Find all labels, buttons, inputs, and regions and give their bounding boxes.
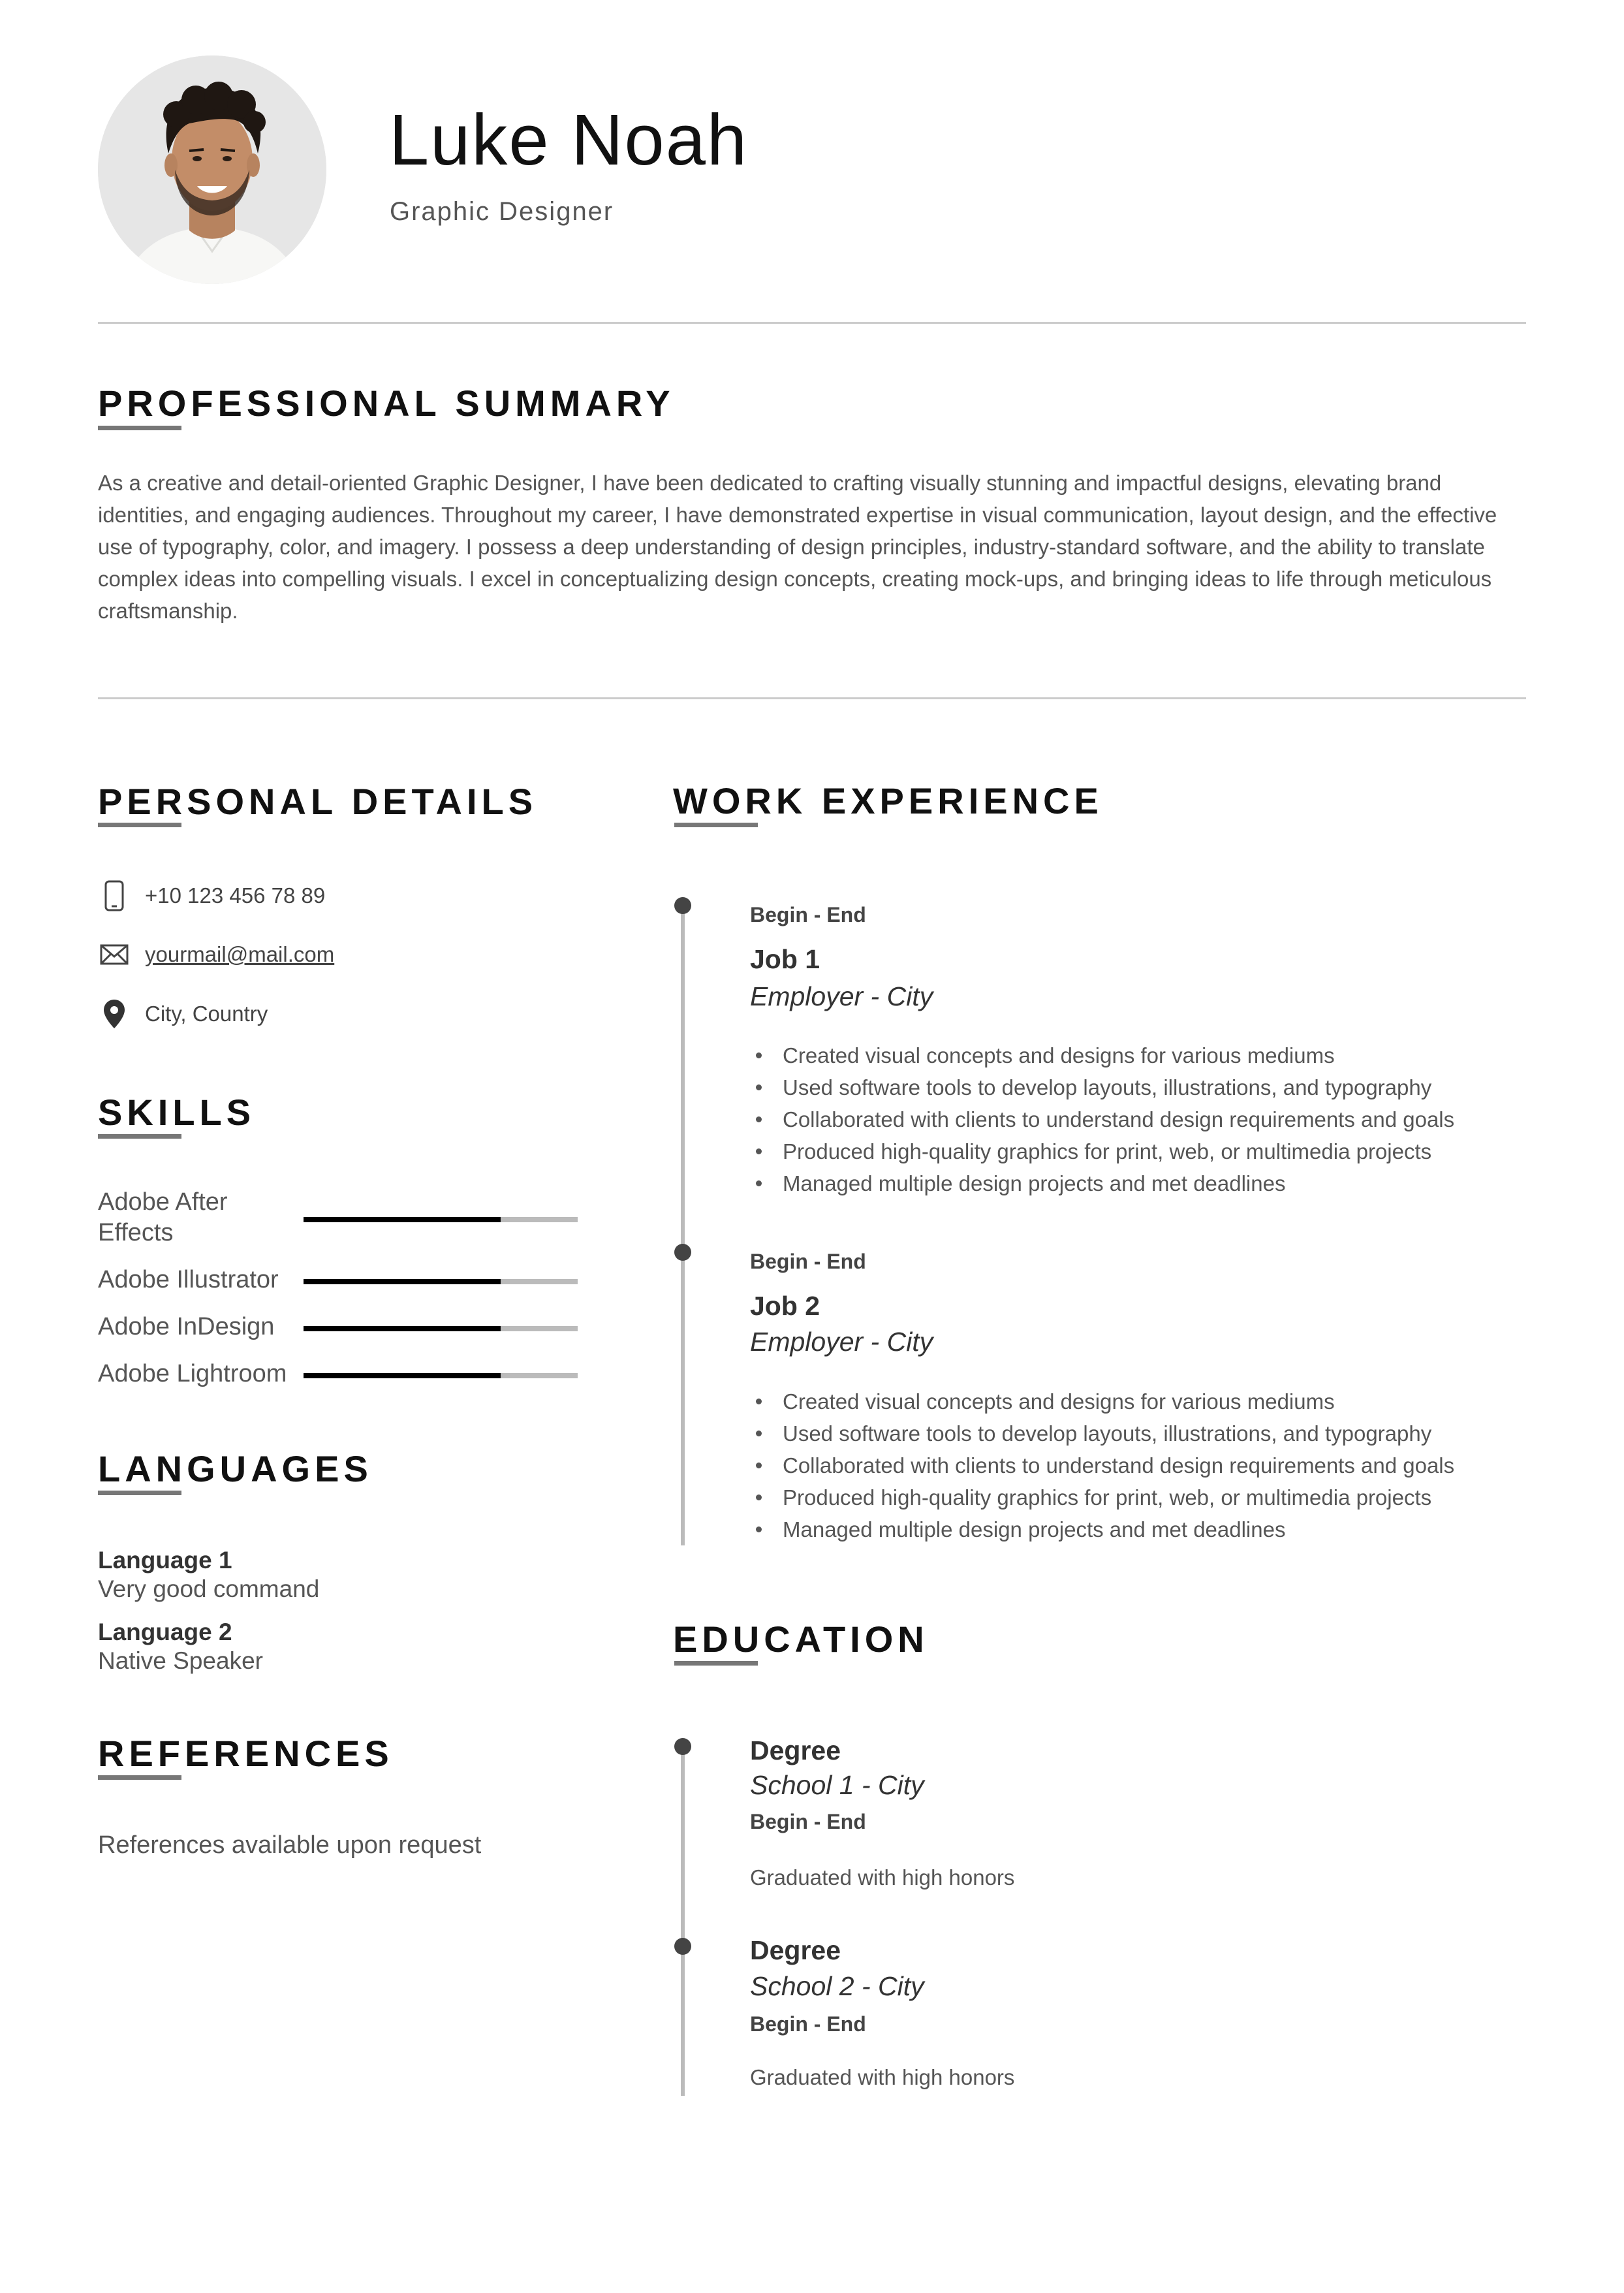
email-row (98, 938, 334, 971)
skill-bar-fill (304, 1373, 501, 1378)
list-item: Managed multiple design projects and met deadlines (750, 1513, 1527, 1545)
skill-bar-fill (304, 1326, 501, 1331)
skill-bar (304, 1326, 578, 1331)
skill-name: Adobe Lightroom (98, 1360, 287, 1387)
skill-name: Adobe Illustrator (98, 1266, 279, 1293)
job-employer: Employer - City (750, 1327, 933, 1357)
email-link[interactable]: yourmail@mail.com (145, 942, 335, 966)
list-item: Collaborated with clients to understand design requirements and goals (750, 1103, 1527, 1135)
references-text: References available upon request (98, 1831, 482, 1859)
languages-heading: LANGUAGES (98, 1448, 373, 1489)
phone-row (98, 879, 325, 912)
skill-name: Adobe InDesign (98, 1313, 275, 1340)
language-name: Language 1 (98, 1547, 232, 1573)
school-name: School 1 - City (750, 1770, 924, 1800)
references-heading: REFERENCES (98, 1733, 394, 1774)
job-title: Job 2 (750, 1291, 820, 1321)
degree-title: Degree (750, 1735, 841, 1765)
timeline-dot (674, 1244, 691, 1261)
skill-name: Adobe After Effects (98, 1188, 228, 1246)
education-dates: Begin - End (750, 1810, 866, 1833)
list-item: Managed multiple design projects and met deadlines (750, 1167, 1527, 1199)
summary-heading: PROFESSIONAL SUMMARY (98, 383, 675, 424)
list-item: Produced high-quality graphics for print, web, or multimedia projects (750, 1481, 1527, 1513)
skill-bar-fill (304, 1279, 501, 1284)
timeline-dot (674, 1938, 691, 1955)
location-pin-icon (98, 998, 131, 1030)
heading-underline (98, 1491, 181, 1495)
candidate-title: Graphic Designer (390, 197, 614, 226)
heading-underline (98, 426, 181, 430)
phone-number: +10 123 456 78 89 (145, 883, 326, 908)
phone-icon (98, 879, 131, 912)
heading-underline (98, 823, 181, 827)
job-responsibilities (750, 1039, 1527, 1199)
heading-underline (674, 823, 758, 827)
education-description: Graduated with high honors (750, 1865, 1015, 1890)
profile-photo (98, 55, 326, 284)
envelope-icon (98, 938, 131, 971)
list-item: Created visual concepts and designs for various mediums (750, 1039, 1527, 1071)
school-name: School 2 - City (750, 1971, 924, 2001)
language-level: Very good command (98, 1575, 320, 1602)
skill-bar-fill (304, 1217, 501, 1222)
divider (98, 322, 1526, 324)
job-employer: Employer - City (750, 981, 933, 1011)
job-responsibilities (750, 1385, 1527, 1545)
education-dates: Begin - End (750, 2012, 866, 2036)
heading-underline (98, 1775, 181, 1780)
list-item: Produced high-quality graphics for print, web, or multimedia projects (750, 1135, 1527, 1167)
list-item: Used software tools to develop layouts, illustrations, and typography (750, 1417, 1527, 1449)
degree-title: Degree (750, 1935, 841, 1965)
candidate-name: Luke Noah (389, 100, 749, 180)
education-timeline-line (681, 1747, 685, 2096)
divider (98, 697, 1526, 699)
work-timeline-line (681, 906, 685, 1545)
timeline-dot (674, 897, 691, 914)
heading-underline (674, 1661, 758, 1666)
timeline-dot (674, 1738, 691, 1755)
language-name: Language 2 (98, 1619, 232, 1645)
list-item: Collaborated with clients to understand design requirements and goals (750, 1449, 1527, 1481)
list-item: Used software tools to develop layouts, illustrations, and typography (750, 1071, 1527, 1103)
skill-bar (304, 1217, 578, 1222)
skills-heading: SKILLS (98, 1092, 256, 1133)
job-dates: Begin - End (750, 903, 866, 926)
skill-bar (304, 1373, 578, 1378)
location-text: City, Country (145, 1002, 268, 1026)
work-experience-heading: WORK EXPERIENCE (673, 780, 1103, 821)
job-dates: Begin - End (750, 1250, 866, 1273)
avatar-illustration (98, 55, 326, 284)
language-level: Native Speaker (98, 1647, 263, 1674)
heading-underline (98, 1134, 181, 1139)
personal-details-heading: PERSONAL DETAILS (98, 781, 538, 822)
summary-text: As a creative and detail-oriented Graphic Designer, I have been dedicated to crafting visually stunning and impactful designs, elevating brand identities, and engaging audiences. Throughout my career, I have demonstrated expertise in visual communication, layout design, and the effective use of typography, color, and imagery. I possess a deep understanding of design principles, industry-standard software, and the ability to translate complex ideas into compelling visuals. I excel in conceptualizing design concepts, creating mock-ups, and bringing ideas to life through meticulous craftsmanship. (98, 471, 1497, 623)
list-item: Created visual concepts and designs for various mediums (750, 1385, 1527, 1417)
education-description: Graduated with high honors (750, 2065, 1015, 2089)
location-row (98, 998, 268, 1030)
job-title: Job 1 (750, 944, 820, 974)
skill-bar (304, 1279, 578, 1284)
education-heading: EDUCATION (673, 1619, 929, 1660)
